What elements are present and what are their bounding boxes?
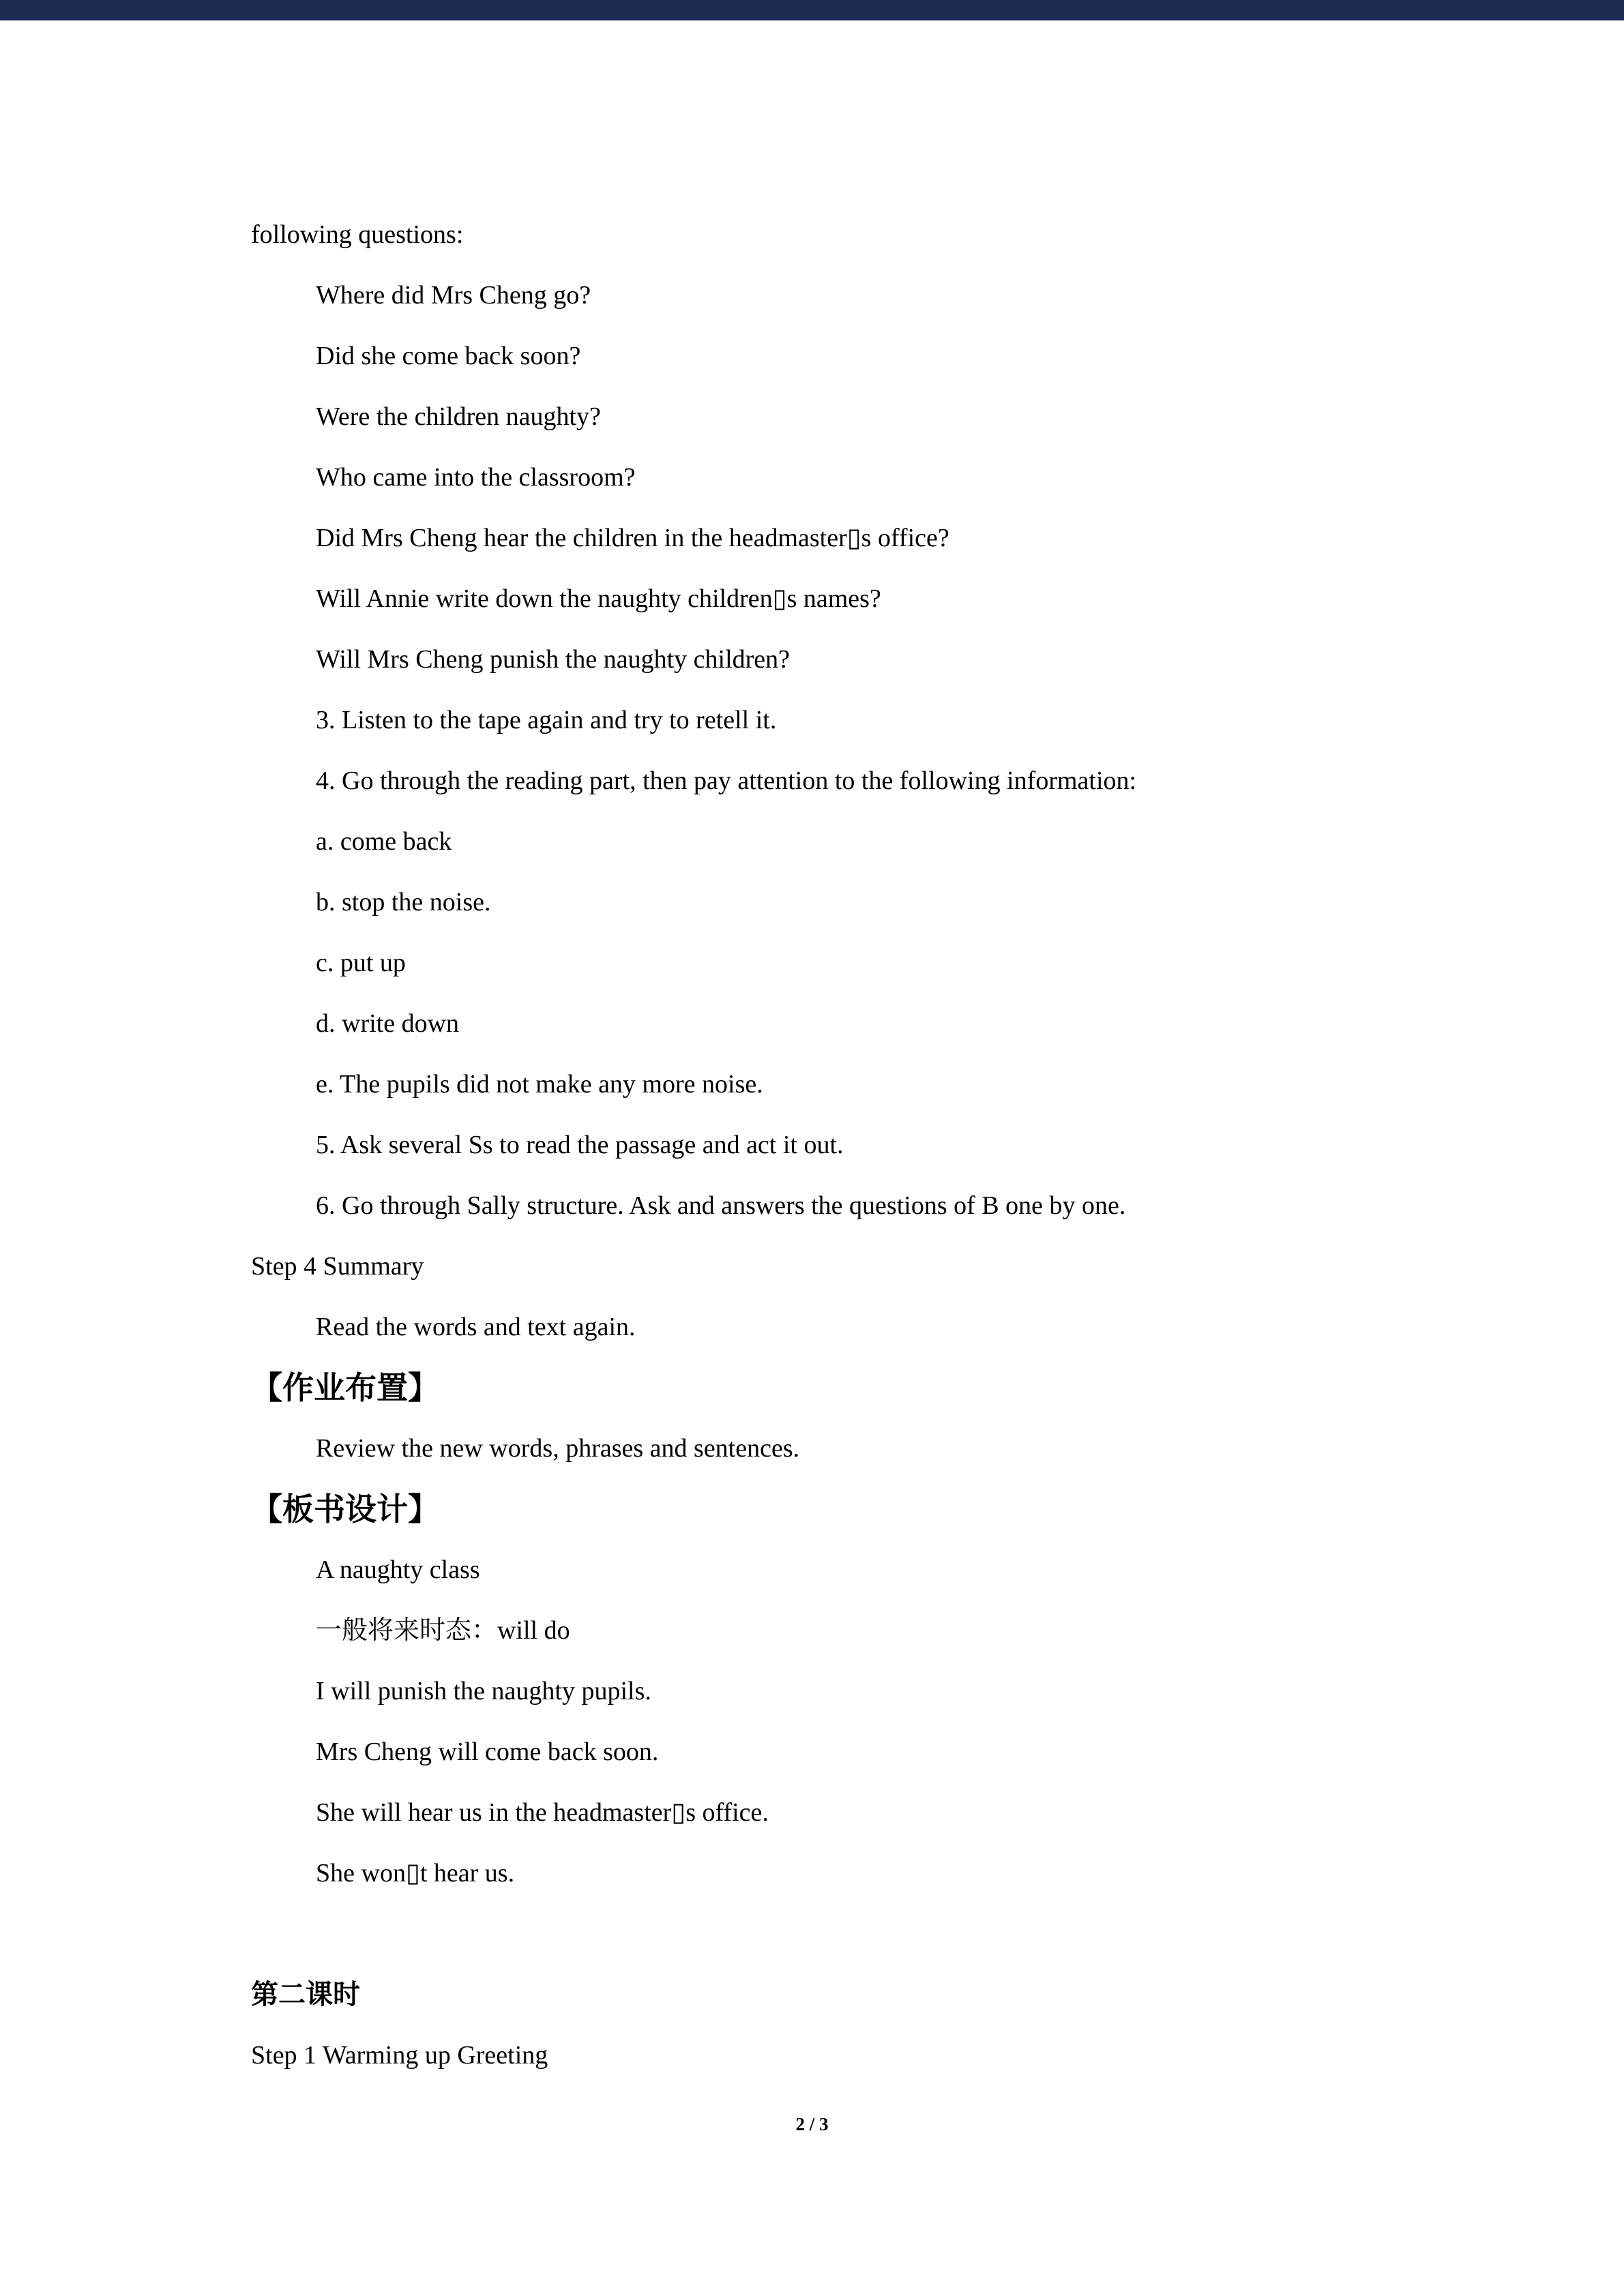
paragraph: I will punish the naughty pupils.	[316, 1677, 651, 1705]
paragraph: She won▯t hear us.	[316, 1859, 515, 1888]
paragraph: Review the new words, phrases and sentences.	[316, 1434, 800, 1463]
paragraph: 一般将来时态：will do	[316, 1616, 570, 1645]
top-border-bar	[0, 0, 1624, 20]
footer-page-number: 2 / 3	[795, 2114, 829, 2134]
document-body	[251, 205, 1419, 2086]
paragraph: Will Mrs Cheng punish the naughty children?	[316, 645, 791, 674]
paragraph: c. put up	[316, 949, 406, 977]
paragraph: A naughty class	[316, 1555, 480, 1584]
paragraph: Did she come back soon?	[316, 342, 581, 370]
section-heading: 第二课时	[251, 1979, 360, 2010]
paragraph: 3. Listen to the tape again and try to retell it.	[316, 706, 777, 734]
paragraph: Step 1 Warming up Greeting	[251, 2041, 548, 2070]
section-heading: 【作业布置】	[251, 1369, 439, 1406]
paragraph: Step 4 Summary	[251, 1252, 424, 1281]
paragraph: Where did Mrs Cheng go?	[316, 281, 591, 310]
section-heading: 【板书设计】	[251, 1491, 439, 1527]
paragraph: Were the children naughty?	[316, 402, 601, 431]
paragraph: a. come back	[316, 827, 452, 856]
paragraph: She will hear us in the headmaster▯s office.	[316, 1798, 769, 1827]
paragraph: Did Mrs Cheng hear the children in the headmaster▯s office?	[316, 524, 949, 552]
paragraph: e. The pupils did not make any more noise.	[316, 1070, 763, 1099]
paragraph: 5. Ask several Ss to read the passage and act it out.	[316, 1131, 844, 1159]
paragraph: Who came into the classroom?	[316, 463, 636, 492]
paragraph: following questions:	[251, 220, 464, 249]
paragraph: 4. Go through the reading part, then pay attention to the following information:	[316, 766, 1137, 795]
paragraph: Mrs Cheng will come back soon.	[316, 1738, 659, 1766]
paragraph: Will Annie write down the naughty children▯s names?	[316, 584, 881, 613]
paragraph: b. stop the noise.	[316, 888, 491, 916]
paragraph: 6. Go through Sally structure. Ask and answers the questions of B one by one.	[316, 1191, 1126, 1220]
paragraph: Read the words and text again.	[316, 1313, 636, 1341]
paragraph: d. write down	[316, 1009, 460, 1038]
